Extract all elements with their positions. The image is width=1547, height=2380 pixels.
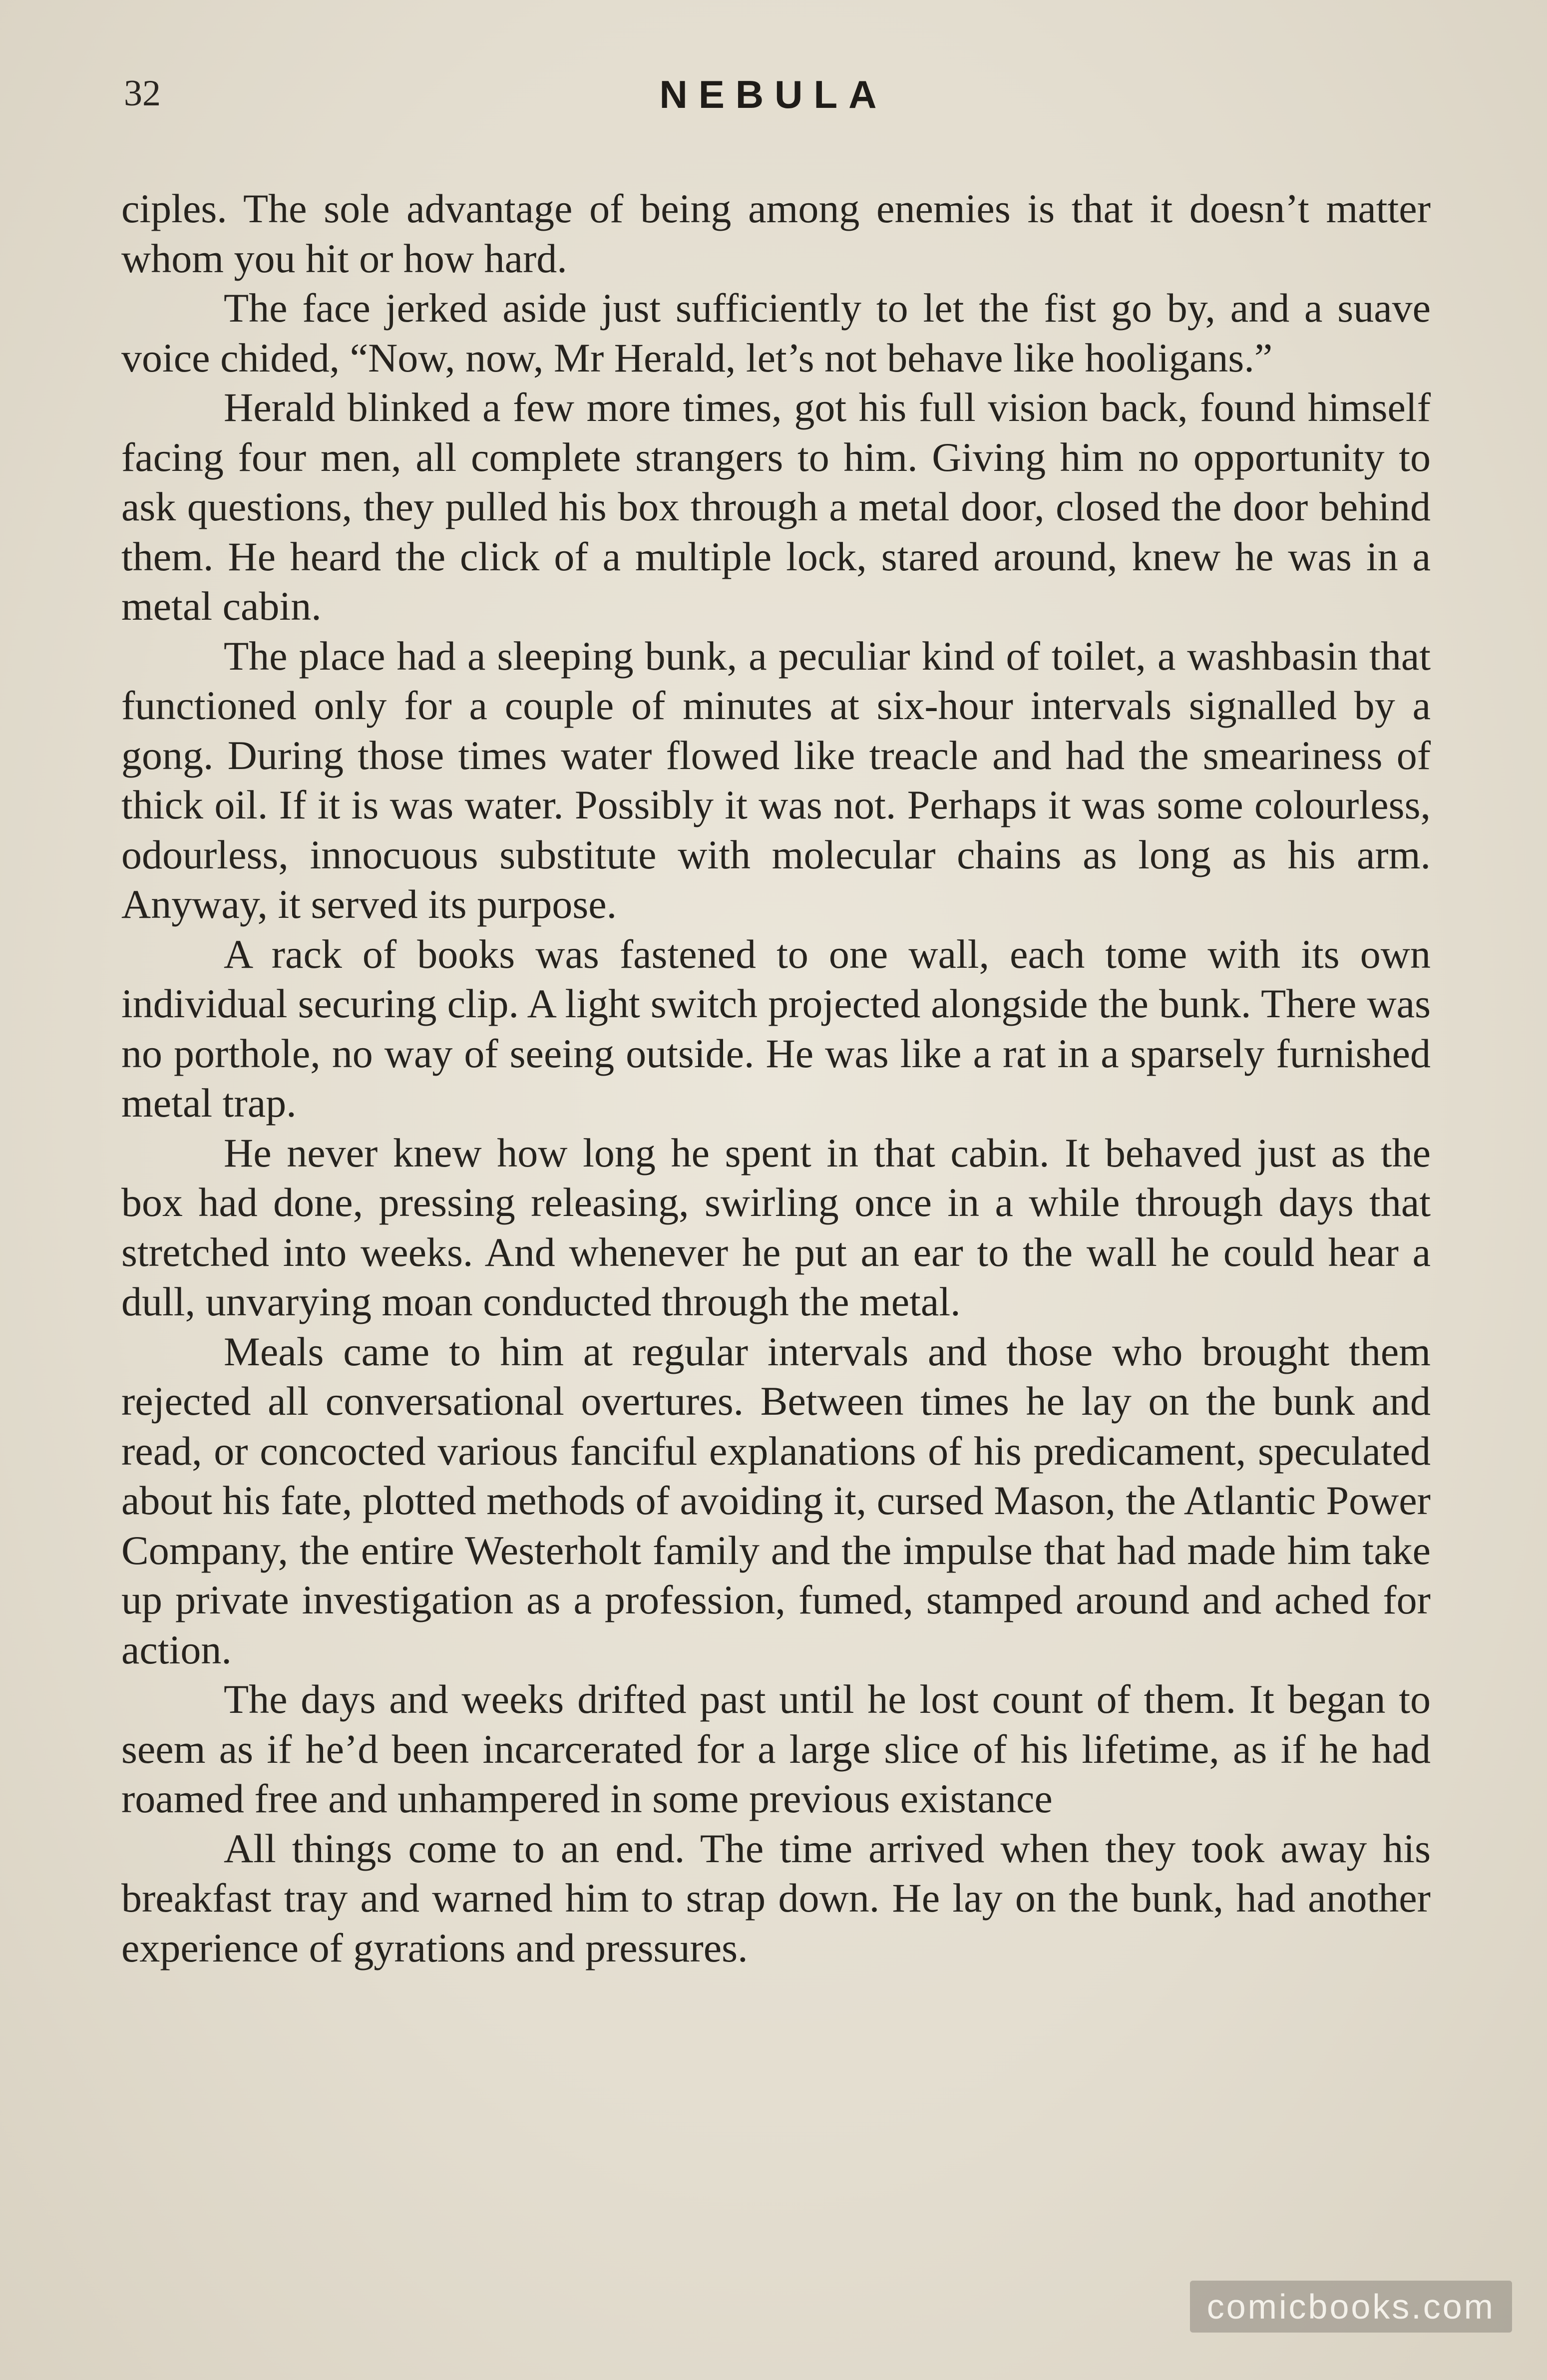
paragraph: All things come to an end. The time arrived when they took away his breakfast tray and warned him to strap down. He lay on the bunk, had another experience of gyrations and pressures. [121, 1825, 1431, 1971]
body-text [121, 184, 1431, 1973]
paragraph: The face jerked aside just sufficiently to let the fist go by, and a suave voice chided, “Now, now, Mr Herald, let’s not behave like hooligans.” [121, 285, 1431, 381]
paragraph: The days and weeks drifted past until he lost count of them. It began to seem as if he’d been incarcerated for a large slice of his lifetime, as if he had roamed free and unhampered in some previous existance [121, 1676, 1431, 1821]
watermark: comicbooks.com [1190, 2281, 1512, 2333]
paragraph: ciples. The sole advantage of being among enemies is that it doesn’t matter whom you hit or how hard. [121, 186, 1431, 281]
paragraph: He never knew how long he spent in that cabin. It behaved just as the box had done, pressing releasing, swirling once in a while through days that stretched into weeks. And whenever he put an ear to the wall he could hear a dull, unvarying moan conducted through the metal. [121, 1130, 1431, 1324]
paragraph: Herald blinked a few more times, got his full vision back, found himself facing four men, all complete strangers to him. Giving him no opportunity to ask questions, they pulled his box through a metal door, closed the door behind them. He heard the click of a multiple lock, stared around, knew he was in a metal cabin. [121, 385, 1431, 629]
page-number: 32 [124, 73, 161, 114]
paragraph: A rack of books was fastened to one wall, each tome with its own individual securing clip. A light switch projected alongside the bunk. There was no porthole, no way of seeing outside. He was like a rat in a sparsely furnished metal trap. [121, 931, 1431, 1126]
paragraph: Meals came to him at regular intervals and those who brought them rejected all conversational overtures. Between times he lay on the bunk and read, or concocted various fanciful explanations of his predicament, speculated about his fate, plotted methods of avoiding it, cursed Mason, the Atlantic Power Company, the entire Westerholt family and the impulse that had made him take up private investigation as a profession, fumed, stamped around and ached for action. [121, 1328, 1431, 1672]
paragraph: The place had a sleeping bunk, a peculiar kind of toilet, a washbasin that functioned only for a couple of minutes at six-hour intervals signalled by a gong. During those times water flowed like treacle and had the smeariness of thick oil. If it is was water. Possibly it was not. Perhaps it was some colourless, odourless, innocuous substitute with molecular chains as long as his arm. Anyway, it served its purpose. [121, 633, 1431, 927]
running-title: NEBULA [659, 72, 888, 116]
